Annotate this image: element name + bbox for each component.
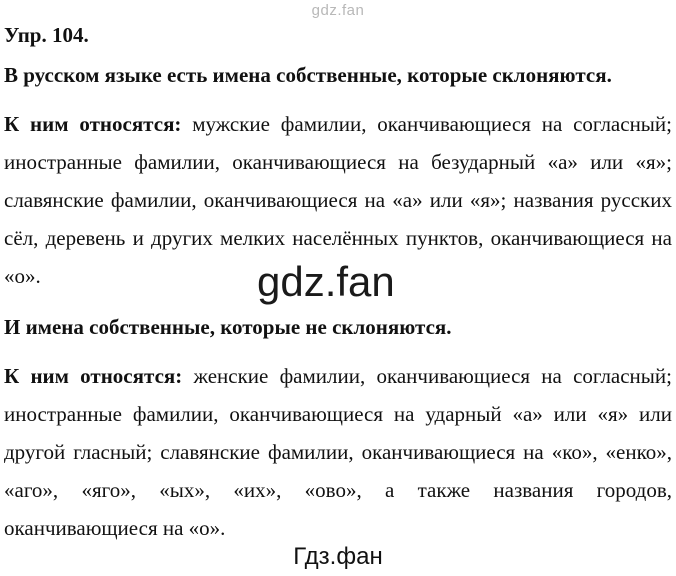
paragraph-lead: К ним относятся: xyxy=(4,364,183,388)
watermark-top: gdz.fan xyxy=(311,2,365,19)
watermark-bottom: Гдз.фан xyxy=(293,543,383,570)
watermark-middle: gdz.fan xyxy=(257,258,395,305)
paragraph-text: мужские фамилии, оканчивающиеся на согласный; иностранные фамилии, оканчивающиеся на безударный «а» или «я»; славянские фамилии, оканчивающиеся на «а» или «я»; названия русских сёл, деревень и других мелких населённых пунктов, оканчивающиеся на «о». xyxy=(4,112,672,288)
paragraph-indeclinable xyxy=(4,357,672,547)
paragraph-lead: К ним относятся: xyxy=(4,112,182,136)
exercise-title: Упр. 104. xyxy=(4,23,89,47)
paragraph-text: женские фамилии, оканчивающиеся на согласный; иностранные фамилии, оканчивающиеся на ударный «а» или «я» или другой гласный; славянские фамилии, оканчивающиеся на «ко», «енко», «аго», «яго», «ых», «их», «ово», а также названия городов, оканчивающиеся на «о». xyxy=(4,364,672,540)
section-title-declinable: В русском языке есть имена собственные, которые склоняются. xyxy=(4,63,612,87)
section-title-indeclinable: И имена собственные, которые не склоняются. xyxy=(4,315,452,339)
